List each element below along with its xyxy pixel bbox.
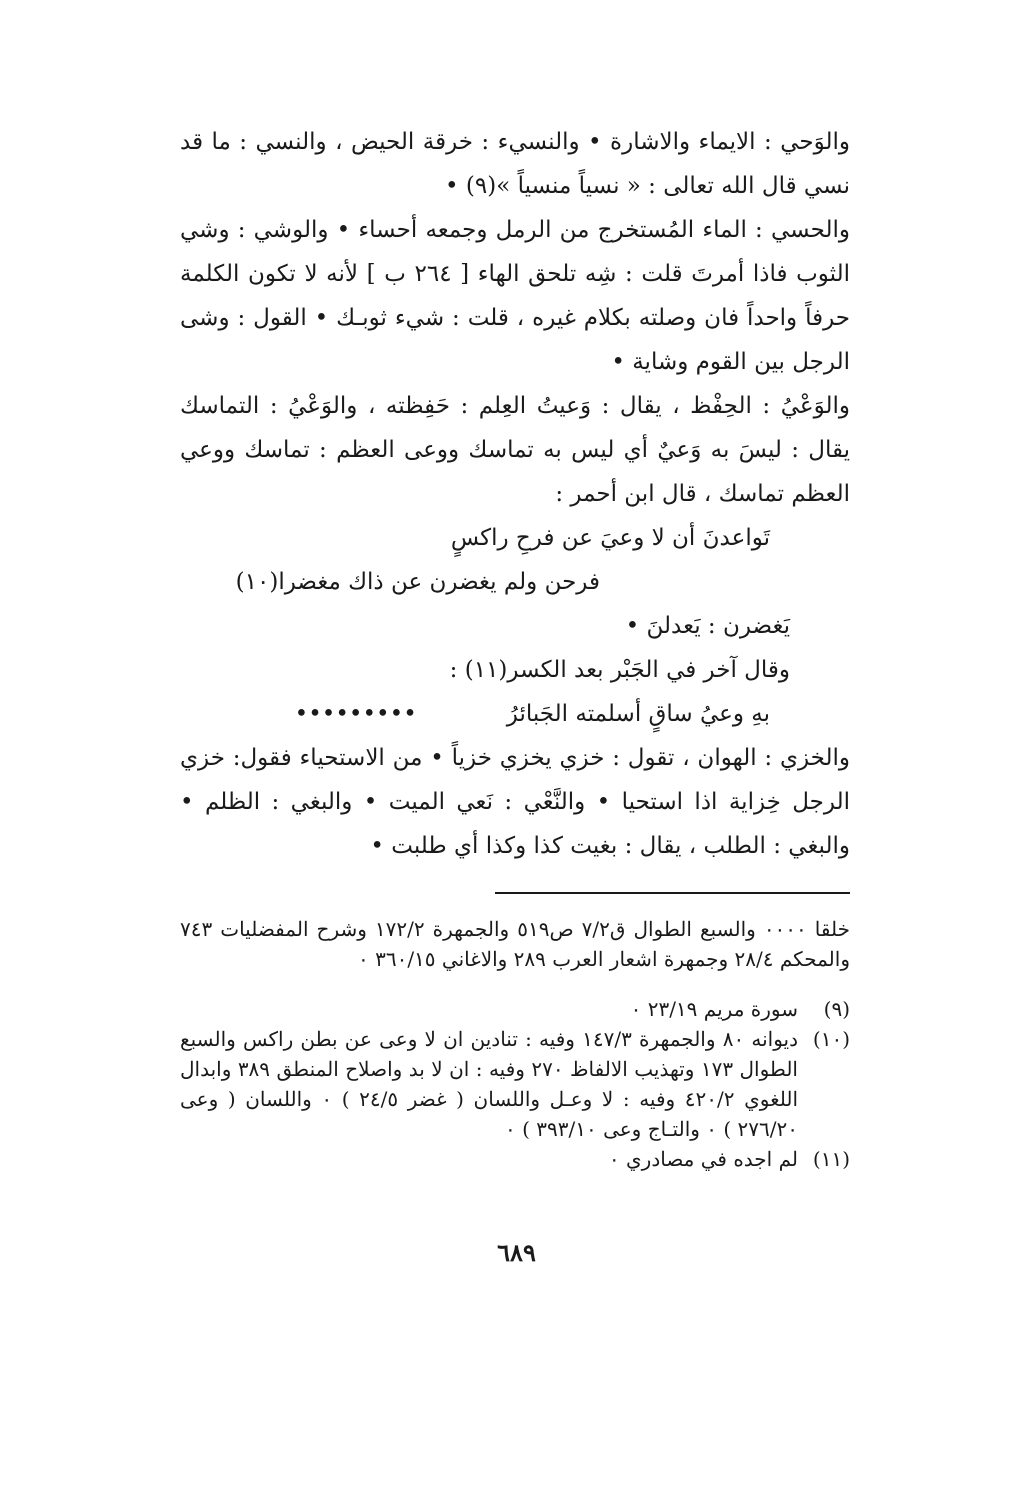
footnote-number: (٩) [823,997,850,1021]
footnote-text: لم اجده في مصادري ٠ [608,1147,798,1171]
footnotes [180,914,850,1174]
footnote-divider [495,892,850,894]
footnote-item [180,1144,850,1174]
footnote-number: (١١) [812,1147,850,1171]
verse-gloss: يَغضرن : يَعدلنَ • [625,613,790,639]
verse-line-3-text: بهِ وعيُ ساقٍ أسلمته الجَبائرُ [506,701,770,727]
footnote-text: ديوانه ٨٠ والجمهرة ١٤٧/٣ وفيه : تنادين ان لا وعى عن بطن راكس والسبع الطوال ١٧٣ وتهذيب الالفاظ ٢٧٠ وفيه : ان لا بد واصلاح المنطق ٣٨٩ وابدال اللغوي ٤٢٠/٢ وفيه : لا وعـل واللسان ( غضر ٢٤/٥ ) ٠ واللسان ( وعى ٢٧٦/٢٠ ) ٠ والتـاج وعى ٣٩٣/١٠ ) ٠ [180,1027,799,1141]
page-number: ٦٨٩ [497,1238,536,1267]
footnote-text: سورة مريم ٢٣/١٩ ٠ [630,997,798,1021]
footnote-item [180,1024,850,1144]
paragraph-khizy: والخزي : الهوان ، تقول : خزي يخزي خزياً • من الاستحياء فقول: خزي الرجل خِزاية اذا استحيا • والنَّعْي : نَعي الميت • والبغي : الظلم • والبغي : الطلب ، يقال : بغيت كذا وكذا أي طلبت • [180,745,850,859]
paragraph-hisy: والحسي : الماء المُستخرج من الرمل وجمعه أحساء • والوشي : وشي الثوب فاذا أمرتَ قلت : شِه تلحق الهاء [ ٢٦٤ ب ] لأنه لا تكون الكلمة حرفاً واحداً فان وصلته بكلام غيره ، قلت : شيء ثوبـك • القول : وشى الرجل بين القوم وشاية • [180,217,850,375]
verse-line-1: تَواعدنَ أن لا وعيَ عن فرحِ راكسٍ [450,525,770,551]
paragraph-wahy: والوَحي : الايماء والاشارة • والنسيء : خرقة الحيض ، والنسي : ما قد نسي قال الله تعالى : « نسياً منسياً »(٩) • [180,129,850,199]
page-body [180,120,850,1174]
footnote-continuation: خلقا ٠٠٠٠ والسبع الطوال ق٧/٢ ص٥١٩ والجمهرة ١٧٢/٢ وشرح المفضليات ٧٤٣ والمحكم ٢٨/٤ وجمهرة اشعار العرب ٢٨٩ والاغاني ٣٦٠/١٥ ٠ [180,917,851,971]
footnote-item [180,994,850,1024]
verse-line-2: فرحن ولم يغضرن عن ذاك مغضرا(١٠) [235,569,600,595]
footnote-number: (١٠) [812,1027,850,1051]
paragraph-way: والوَعْيُ : الحِفْظ ، يقال : وَعيتُ العِلم : حَفِظته ، والوَعْيُ : التماسك يقال : ليسَ به وَعيٌ أي ليس به تماسك ووعى العظم : تماسك ووعي العظم تماسك ، قال ابن أحمر : [180,393,850,507]
verse-intro-2: وقال آخر في الجَبْر بعد الكسر(١١) : [449,657,790,683]
verse-line-3 [180,692,850,736]
verse-line-3-dots: ••••••••• [294,701,417,727]
